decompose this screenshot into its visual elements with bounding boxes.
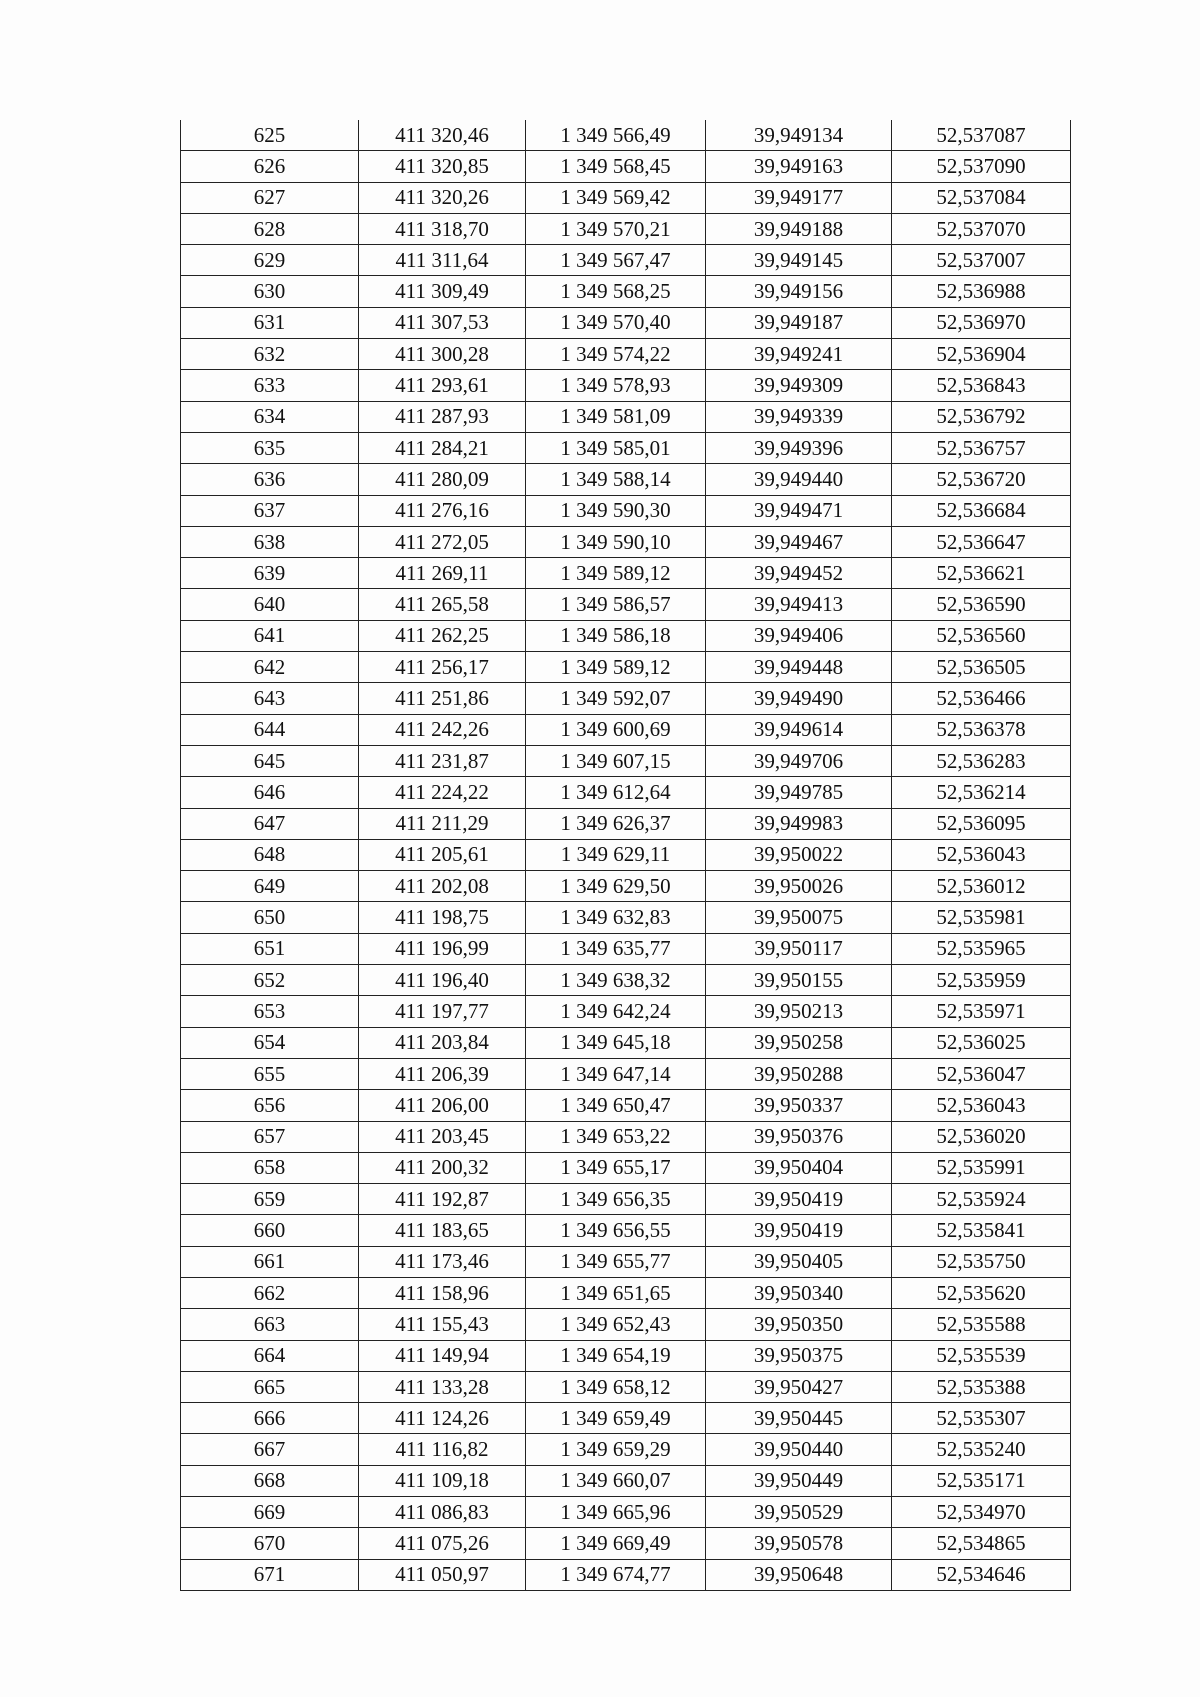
table-row [181, 120, 1071, 151]
longitude-cell: 39,950427 [706, 1371, 892, 1402]
y-coordinate-cell: 1 349 645,18 [526, 1027, 706, 1058]
x-coordinate-cell: 411 256,17 [359, 652, 526, 683]
point-number-cell: 632 [181, 339, 359, 370]
table-row [181, 1528, 1071, 1559]
y-coordinate-cell: 1 349 568,45 [526, 151, 706, 182]
x-coordinate-cell: 411 149,94 [359, 1340, 526, 1371]
y-coordinate-cell: 1 349 632,83 [526, 902, 706, 933]
longitude-cell: 39,949467 [706, 526, 892, 557]
table-row [181, 558, 1071, 589]
table-row [181, 276, 1071, 307]
longitude-cell: 39,950337 [706, 1090, 892, 1121]
point-number-cell: 644 [181, 714, 359, 745]
latitude-cell: 52,537090 [892, 151, 1071, 182]
y-coordinate-cell: 1 349 574,22 [526, 339, 706, 370]
longitude-cell: 39,949145 [706, 245, 892, 276]
x-coordinate-cell: 411 086,83 [359, 1497, 526, 1528]
point-number-cell: 642 [181, 652, 359, 683]
x-coordinate-cell: 411 311,64 [359, 245, 526, 276]
latitude-cell: 52,535240 [892, 1434, 1071, 1465]
y-coordinate-cell: 1 349 642,24 [526, 996, 706, 1027]
table-row [181, 714, 1071, 745]
point-number-cell: 641 [181, 620, 359, 651]
latitude-cell: 52,536025 [892, 1027, 1071, 1058]
y-coordinate-cell: 1 349 590,30 [526, 495, 706, 526]
point-number-cell: 626 [181, 151, 359, 182]
latitude-cell: 52,536043 [892, 1090, 1071, 1121]
table-row [181, 1403, 1071, 1434]
longitude-cell: 39,950419 [706, 1184, 892, 1215]
latitude-cell: 52,537087 [892, 120, 1071, 151]
longitude-cell: 39,950350 [706, 1309, 892, 1340]
x-coordinate-cell: 411 262,25 [359, 620, 526, 651]
point-number-cell: 648 [181, 839, 359, 870]
longitude-cell: 39,950578 [706, 1528, 892, 1559]
x-coordinate-cell: 411 116,82 [359, 1434, 526, 1465]
latitude-cell: 52,536043 [892, 839, 1071, 870]
table-row [181, 902, 1071, 933]
y-coordinate-cell: 1 349 650,47 [526, 1090, 706, 1121]
longitude-cell: 39,949163 [706, 151, 892, 182]
latitude-cell: 52,535924 [892, 1184, 1071, 1215]
table-row [181, 1058, 1071, 1089]
latitude-cell: 52,536283 [892, 745, 1071, 776]
x-coordinate-cell: 411 320,85 [359, 151, 526, 182]
table-row [181, 213, 1071, 244]
latitude-cell: 52,535539 [892, 1340, 1071, 1371]
point-number-cell: 649 [181, 871, 359, 902]
y-coordinate-cell: 1 349 588,14 [526, 464, 706, 495]
latitude-cell: 52,535388 [892, 1371, 1071, 1402]
longitude-cell: 39,949614 [706, 714, 892, 745]
longitude-cell: 39,950529 [706, 1497, 892, 1528]
latitude-cell: 52,535841 [892, 1215, 1071, 1246]
point-number-cell: 664 [181, 1340, 359, 1371]
x-coordinate-cell: 411 320,26 [359, 182, 526, 213]
longitude-cell: 39,949339 [706, 401, 892, 432]
longitude-cell: 39,950405 [706, 1246, 892, 1277]
y-coordinate-cell: 1 349 655,17 [526, 1152, 706, 1183]
longitude-cell: 39,949187 [706, 307, 892, 338]
x-coordinate-cell: 411 173,46 [359, 1246, 526, 1277]
x-coordinate-cell: 411 280,09 [359, 464, 526, 495]
latitude-cell: 52,536621 [892, 558, 1071, 589]
table-row [181, 370, 1071, 401]
longitude-cell: 39,949241 [706, 339, 892, 370]
x-coordinate-cell: 411 276,16 [359, 495, 526, 526]
y-coordinate-cell: 1 349 607,15 [526, 745, 706, 776]
y-coordinate-cell: 1 349 586,18 [526, 620, 706, 651]
latitude-cell: 52,535620 [892, 1277, 1071, 1308]
x-coordinate-cell: 411 231,87 [359, 745, 526, 776]
table-row [181, 526, 1071, 557]
latitude-cell: 52,536560 [892, 620, 1071, 651]
latitude-cell: 52,534970 [892, 1497, 1071, 1528]
table-row [181, 151, 1071, 182]
y-coordinate-cell: 1 349 570,21 [526, 213, 706, 244]
point-number-cell: 671 [181, 1559, 359, 1590]
y-coordinate-cell: 1 349 635,77 [526, 933, 706, 964]
x-coordinate-cell: 411 198,75 [359, 902, 526, 933]
table-row [181, 495, 1071, 526]
table-row [181, 1465, 1071, 1496]
table-row [181, 808, 1071, 839]
latitude-cell: 52,536720 [892, 464, 1071, 495]
point-number-cell: 647 [181, 808, 359, 839]
point-number-cell: 663 [181, 1309, 359, 1340]
table-row [181, 620, 1071, 651]
y-coordinate-cell: 1 349 578,93 [526, 370, 706, 401]
latitude-cell: 52,536214 [892, 777, 1071, 808]
longitude-cell: 39,950075 [706, 902, 892, 933]
longitude-cell: 39,949177 [706, 182, 892, 213]
table-row [181, 245, 1071, 276]
table-row [181, 307, 1071, 338]
point-number-cell: 670 [181, 1528, 359, 1559]
longitude-cell: 39,949188 [706, 213, 892, 244]
longitude-cell: 39,950155 [706, 965, 892, 996]
coordinates-table-body [181, 120, 1071, 1590]
point-number-cell: 652 [181, 965, 359, 996]
y-coordinate-cell: 1 349 653,22 [526, 1121, 706, 1152]
longitude-cell: 39,950258 [706, 1027, 892, 1058]
table-row [181, 1434, 1071, 1465]
table-row [181, 182, 1071, 213]
x-coordinate-cell: 411 265,58 [359, 589, 526, 620]
point-number-cell: 667 [181, 1434, 359, 1465]
table-row [181, 1559, 1071, 1590]
y-coordinate-cell: 1 349 585,01 [526, 432, 706, 463]
longitude-cell: 39,950026 [706, 871, 892, 902]
x-coordinate-cell: 411 320,46 [359, 120, 526, 151]
y-coordinate-cell: 1 349 674,77 [526, 1559, 706, 1590]
latitude-cell: 52,536466 [892, 683, 1071, 714]
x-coordinate-cell: 411 272,05 [359, 526, 526, 557]
longitude-cell: 39,949785 [706, 777, 892, 808]
y-coordinate-cell: 1 349 651,65 [526, 1277, 706, 1308]
point-number-cell: 666 [181, 1403, 359, 1434]
x-coordinate-cell: 411 202,08 [359, 871, 526, 902]
y-coordinate-cell: 1 349 612,64 [526, 777, 706, 808]
latitude-cell: 52,536590 [892, 589, 1071, 620]
latitude-cell: 52,536904 [892, 339, 1071, 370]
longitude-cell: 39,949396 [706, 432, 892, 463]
table-row [181, 965, 1071, 996]
longitude-cell: 39,949134 [706, 120, 892, 151]
point-number-cell: 653 [181, 996, 359, 1027]
table-row [181, 871, 1071, 902]
point-number-cell: 650 [181, 902, 359, 933]
latitude-cell: 52,536647 [892, 526, 1071, 557]
longitude-cell: 39,950440 [706, 1434, 892, 1465]
point-number-cell: 669 [181, 1497, 359, 1528]
x-coordinate-cell: 411 196,40 [359, 965, 526, 996]
longitude-cell: 39,949471 [706, 495, 892, 526]
table-row [181, 1121, 1071, 1152]
longitude-cell: 39,950445 [706, 1403, 892, 1434]
y-coordinate-cell: 1 349 656,55 [526, 1215, 706, 1246]
point-number-cell: 658 [181, 1152, 359, 1183]
table-row [181, 933, 1071, 964]
latitude-cell: 52,536684 [892, 495, 1071, 526]
longitude-cell: 39,950213 [706, 996, 892, 1027]
longitude-cell: 39,950375 [706, 1340, 892, 1371]
y-coordinate-cell: 1 349 589,12 [526, 652, 706, 683]
point-number-cell: 630 [181, 276, 359, 307]
y-coordinate-cell: 1 349 626,37 [526, 808, 706, 839]
latitude-cell: 52,537007 [892, 245, 1071, 276]
y-coordinate-cell: 1 349 600,69 [526, 714, 706, 745]
longitude-cell: 39,949448 [706, 652, 892, 683]
coordinates-table [180, 120, 1071, 1591]
x-coordinate-cell: 411 133,28 [359, 1371, 526, 1402]
x-coordinate-cell: 411 242,26 [359, 714, 526, 745]
point-number-cell: 662 [181, 1277, 359, 1308]
x-coordinate-cell: 411 196,99 [359, 933, 526, 964]
table-row [181, 1371, 1071, 1402]
x-coordinate-cell: 411 307,53 [359, 307, 526, 338]
y-coordinate-cell: 1 349 629,50 [526, 871, 706, 902]
x-coordinate-cell: 411 269,11 [359, 558, 526, 589]
x-coordinate-cell: 411 206,39 [359, 1058, 526, 1089]
y-coordinate-cell: 1 349 569,42 [526, 182, 706, 213]
point-number-cell: 634 [181, 401, 359, 432]
table-row [181, 464, 1071, 495]
y-coordinate-cell: 1 349 570,40 [526, 307, 706, 338]
table-row [181, 339, 1071, 370]
y-coordinate-cell: 1 349 669,49 [526, 1528, 706, 1559]
point-number-cell: 625 [181, 120, 359, 151]
point-number-cell: 635 [181, 432, 359, 463]
x-coordinate-cell: 411 109,18 [359, 1465, 526, 1496]
x-coordinate-cell: 411 050,97 [359, 1559, 526, 1590]
point-number-cell: 657 [181, 1121, 359, 1152]
x-coordinate-cell: 411 197,77 [359, 996, 526, 1027]
x-coordinate-cell: 411 284,21 [359, 432, 526, 463]
point-number-cell: 628 [181, 213, 359, 244]
x-coordinate-cell: 411 192,87 [359, 1184, 526, 1215]
table-row [181, 839, 1071, 870]
point-number-cell: 637 [181, 495, 359, 526]
x-coordinate-cell: 411 309,49 [359, 276, 526, 307]
longitude-cell: 39,949983 [706, 808, 892, 839]
x-coordinate-cell: 411 300,28 [359, 339, 526, 370]
point-number-cell: 660 [181, 1215, 359, 1246]
table-row [181, 1184, 1071, 1215]
latitude-cell: 52,536378 [892, 714, 1071, 745]
x-coordinate-cell: 411 124,26 [359, 1403, 526, 1434]
table-row [181, 401, 1071, 432]
y-coordinate-cell: 1 349 656,35 [526, 1184, 706, 1215]
latitude-cell: 52,536020 [892, 1121, 1071, 1152]
x-coordinate-cell: 411 075,26 [359, 1528, 526, 1559]
longitude-cell: 39,950288 [706, 1058, 892, 1089]
table-row [181, 432, 1071, 463]
point-number-cell: 661 [181, 1246, 359, 1277]
table-row [181, 996, 1071, 1027]
x-coordinate-cell: 411 224,22 [359, 777, 526, 808]
latitude-cell: 52,535171 [892, 1465, 1071, 1496]
table-row [181, 589, 1071, 620]
table-row [181, 1215, 1071, 1246]
y-coordinate-cell: 1 349 567,47 [526, 245, 706, 276]
longitude-cell: 39,950340 [706, 1277, 892, 1308]
point-number-cell: 646 [181, 777, 359, 808]
latitude-cell: 52,537070 [892, 213, 1071, 244]
table-row [181, 1340, 1071, 1371]
y-coordinate-cell: 1 349 659,49 [526, 1403, 706, 1434]
table-row [181, 1090, 1071, 1121]
point-number-cell: 638 [181, 526, 359, 557]
latitude-cell: 52,535971 [892, 996, 1071, 1027]
latitude-cell: 52,536757 [892, 432, 1071, 463]
y-coordinate-cell: 1 349 660,07 [526, 1465, 706, 1496]
longitude-cell: 39,950117 [706, 933, 892, 964]
longitude-cell: 39,949413 [706, 589, 892, 620]
table-row [181, 683, 1071, 714]
point-number-cell: 639 [181, 558, 359, 589]
latitude-cell: 52,535307 [892, 1403, 1071, 1434]
latitude-cell: 52,536095 [892, 808, 1071, 839]
latitude-cell: 52,536988 [892, 276, 1071, 307]
point-number-cell: 659 [181, 1184, 359, 1215]
longitude-cell: 39,949309 [706, 370, 892, 401]
longitude-cell: 39,949406 [706, 620, 892, 651]
y-coordinate-cell: 1 349 589,12 [526, 558, 706, 589]
y-coordinate-cell: 1 349 647,14 [526, 1058, 706, 1089]
y-coordinate-cell: 1 349 586,57 [526, 589, 706, 620]
y-coordinate-cell: 1 349 659,29 [526, 1434, 706, 1465]
table-row [181, 745, 1071, 776]
x-coordinate-cell: 411 205,61 [359, 839, 526, 870]
longitude-cell: 39,949490 [706, 683, 892, 714]
x-coordinate-cell: 411 203,84 [359, 1027, 526, 1058]
x-coordinate-cell: 411 206,00 [359, 1090, 526, 1121]
latitude-cell: 52,536970 [892, 307, 1071, 338]
latitude-cell: 52,535588 [892, 1309, 1071, 1340]
point-number-cell: 631 [181, 307, 359, 338]
point-number-cell: 651 [181, 933, 359, 964]
y-coordinate-cell: 1 349 590,10 [526, 526, 706, 557]
latitude-cell: 52,534646 [892, 1559, 1071, 1590]
longitude-cell: 39,949156 [706, 276, 892, 307]
x-coordinate-cell: 411 251,86 [359, 683, 526, 714]
x-coordinate-cell: 411 293,61 [359, 370, 526, 401]
x-coordinate-cell: 411 200,32 [359, 1152, 526, 1183]
y-coordinate-cell: 1 349 658,12 [526, 1371, 706, 1402]
latitude-cell: 52,535981 [892, 902, 1071, 933]
longitude-cell: 39,949440 [706, 464, 892, 495]
point-number-cell: 627 [181, 182, 359, 213]
table-row [181, 1309, 1071, 1340]
y-coordinate-cell: 1 349 638,32 [526, 965, 706, 996]
y-coordinate-cell: 1 349 654,19 [526, 1340, 706, 1371]
y-coordinate-cell: 1 349 592,07 [526, 683, 706, 714]
point-number-cell: 633 [181, 370, 359, 401]
latitude-cell: 52,536843 [892, 370, 1071, 401]
longitude-cell: 39,950449 [706, 1465, 892, 1496]
y-coordinate-cell: 1 349 665,96 [526, 1497, 706, 1528]
table-row [181, 652, 1071, 683]
latitude-cell: 52,536012 [892, 871, 1071, 902]
x-coordinate-cell: 411 318,70 [359, 213, 526, 244]
latitude-cell: 52,536047 [892, 1058, 1071, 1089]
table-row [181, 1277, 1071, 1308]
longitude-cell: 39,949452 [706, 558, 892, 589]
point-number-cell: 643 [181, 683, 359, 714]
y-coordinate-cell: 1 349 568,25 [526, 276, 706, 307]
latitude-cell: 52,535959 [892, 965, 1071, 996]
point-number-cell: 668 [181, 1465, 359, 1496]
y-coordinate-cell: 1 349 652,43 [526, 1309, 706, 1340]
latitude-cell: 52,535991 [892, 1152, 1071, 1183]
point-number-cell: 636 [181, 464, 359, 495]
point-number-cell: 654 [181, 1027, 359, 1058]
longitude-cell: 39,949706 [706, 745, 892, 776]
x-coordinate-cell: 411 183,65 [359, 1215, 526, 1246]
y-coordinate-cell: 1 349 629,11 [526, 839, 706, 870]
latitude-cell: 52,534865 [892, 1528, 1071, 1559]
y-coordinate-cell: 1 349 566,49 [526, 120, 706, 151]
table-row [181, 1497, 1071, 1528]
x-coordinate-cell: 411 158,96 [359, 1277, 526, 1308]
longitude-cell: 39,950648 [706, 1559, 892, 1590]
point-number-cell: 640 [181, 589, 359, 620]
table-row [181, 1152, 1071, 1183]
longitude-cell: 39,950404 [706, 1152, 892, 1183]
longitude-cell: 39,950419 [706, 1215, 892, 1246]
table-row [181, 777, 1071, 808]
x-coordinate-cell: 411 211,29 [359, 808, 526, 839]
point-number-cell: 655 [181, 1058, 359, 1089]
latitude-cell: 52,535965 [892, 933, 1071, 964]
point-number-cell: 665 [181, 1371, 359, 1402]
table-row [181, 1246, 1071, 1277]
point-number-cell: 656 [181, 1090, 359, 1121]
longitude-cell: 39,950376 [706, 1121, 892, 1152]
y-coordinate-cell: 1 349 655,77 [526, 1246, 706, 1277]
longitude-cell: 39,950022 [706, 839, 892, 870]
table-row [181, 1027, 1071, 1058]
point-number-cell: 629 [181, 245, 359, 276]
x-coordinate-cell: 411 287,93 [359, 401, 526, 432]
x-coordinate-cell: 411 203,45 [359, 1121, 526, 1152]
latitude-cell: 52,536792 [892, 401, 1071, 432]
latitude-cell: 52,535750 [892, 1246, 1071, 1277]
latitude-cell: 52,537084 [892, 182, 1071, 213]
point-number-cell: 645 [181, 745, 359, 776]
x-coordinate-cell: 411 155,43 [359, 1309, 526, 1340]
y-coordinate-cell: 1 349 581,09 [526, 401, 706, 432]
latitude-cell: 52,536505 [892, 652, 1071, 683]
